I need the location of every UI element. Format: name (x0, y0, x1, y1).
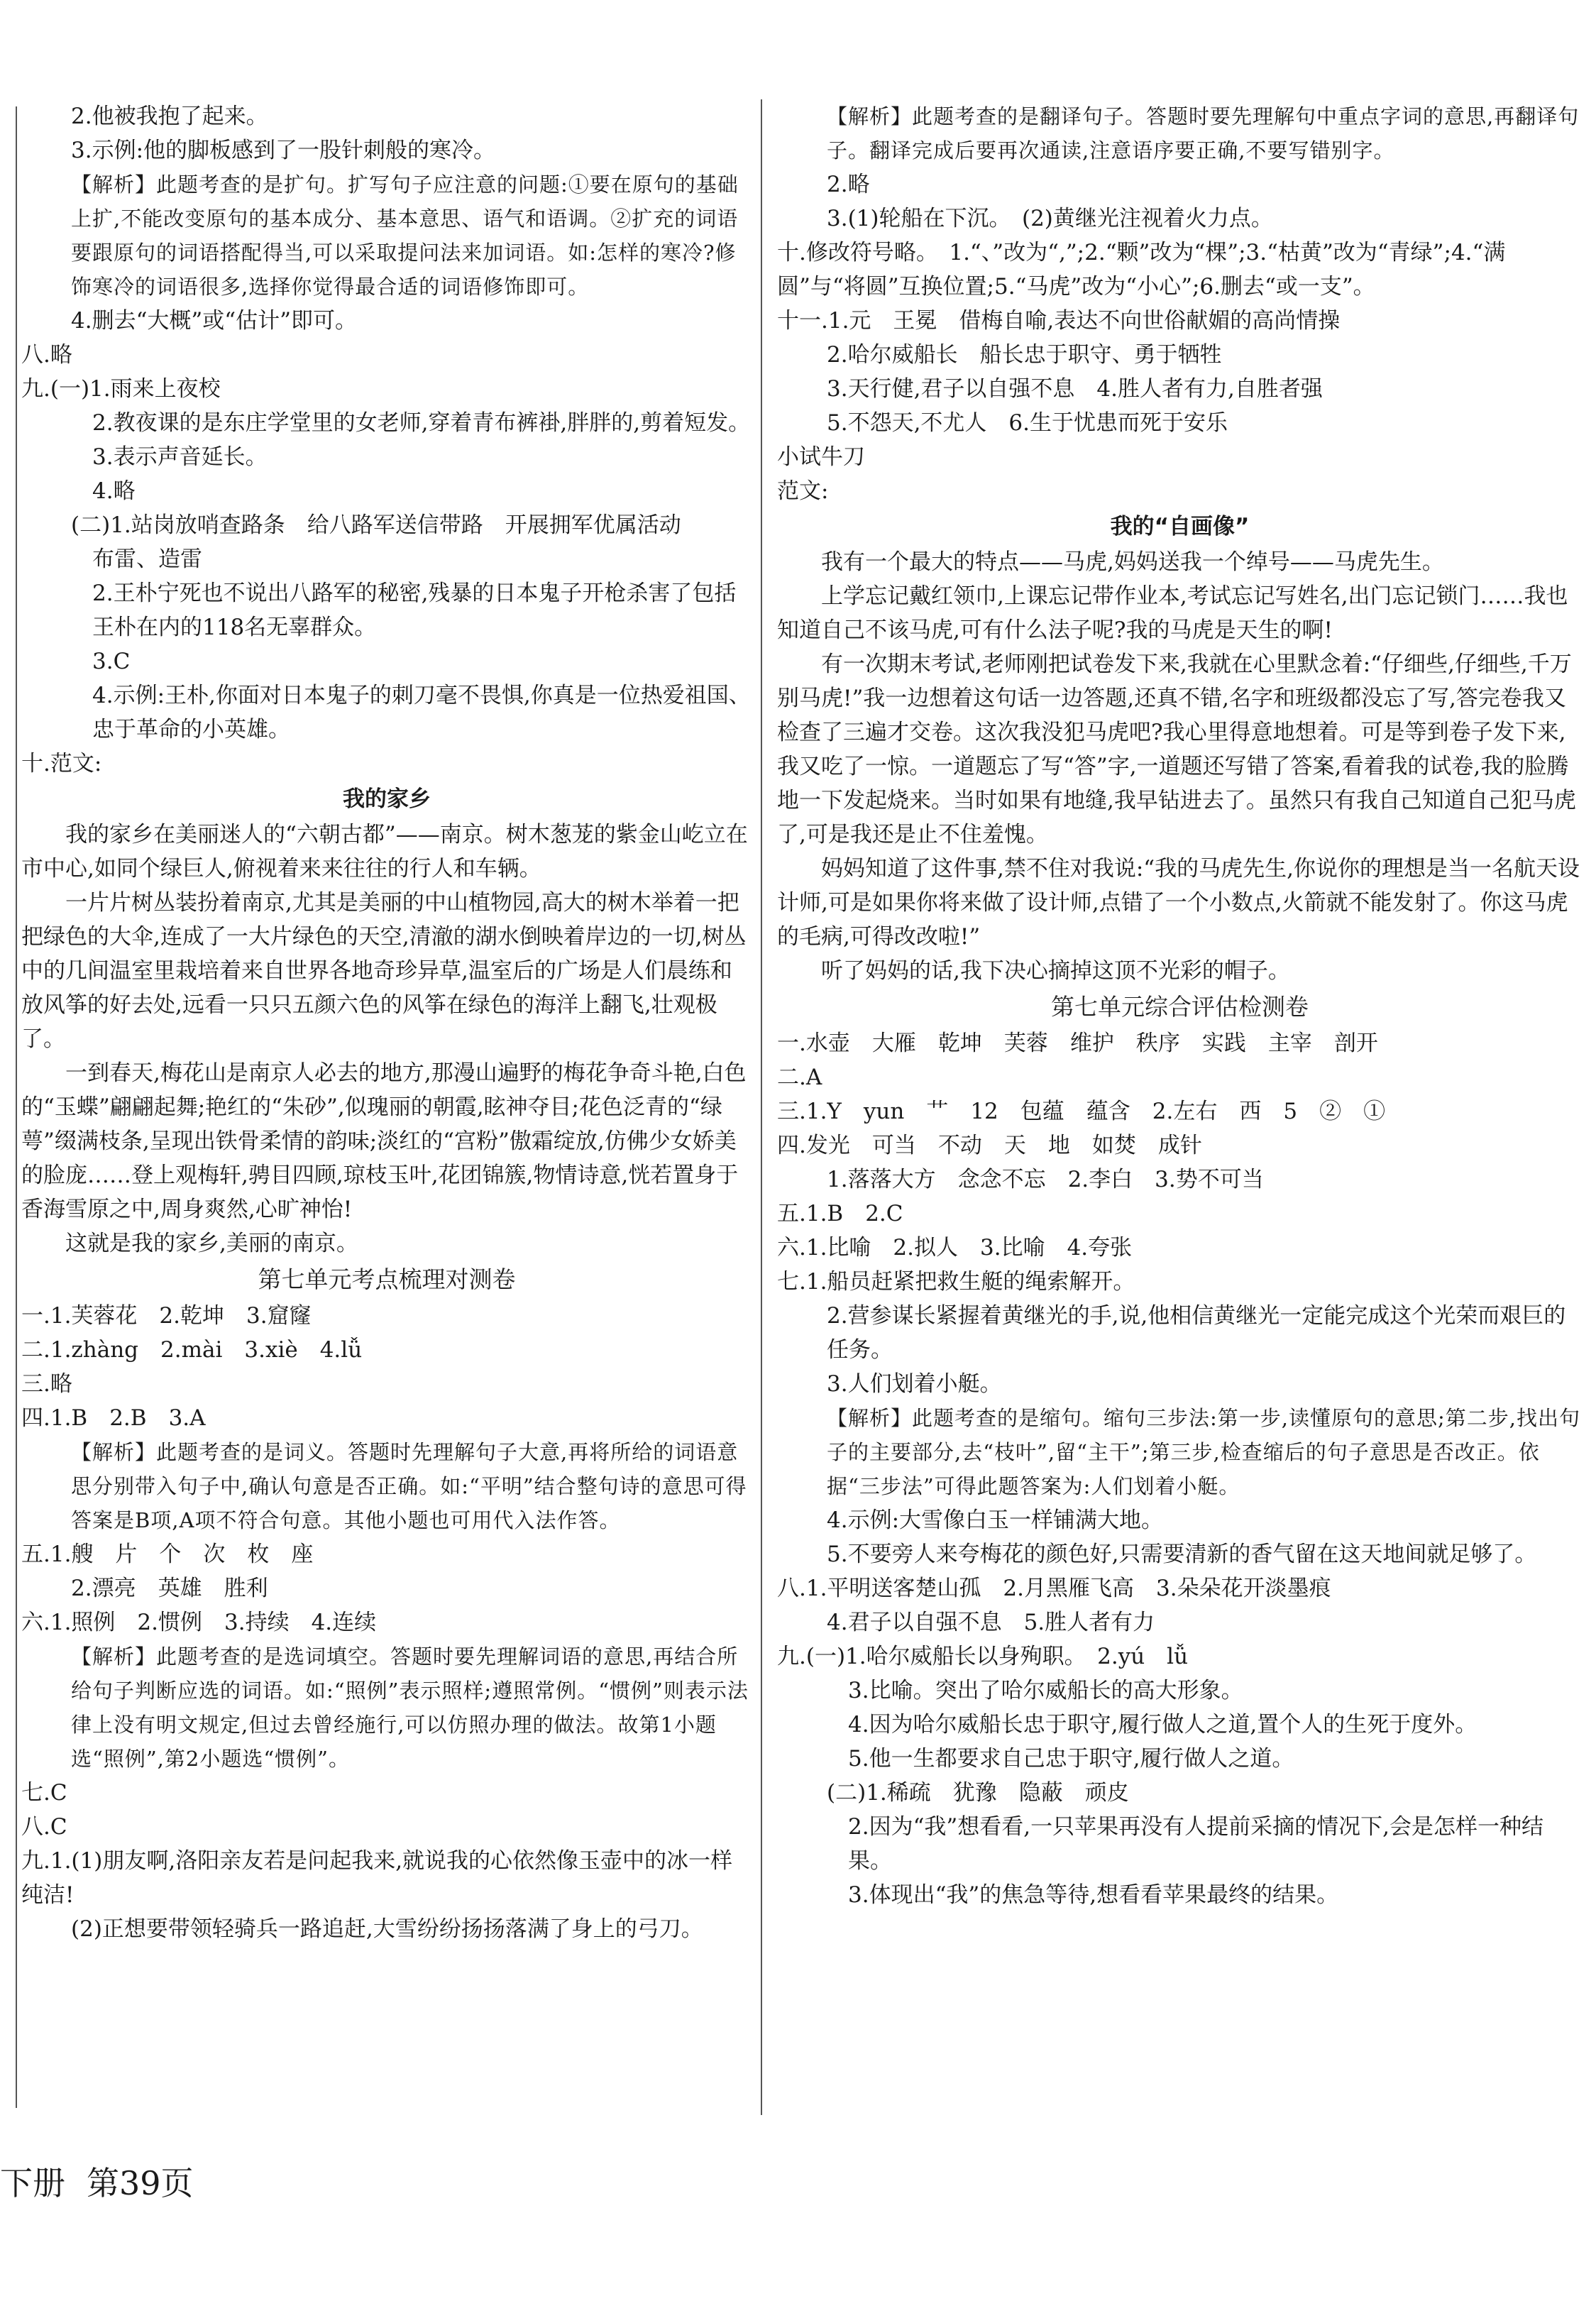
answer-line: 九.(一)1.雨来上夜校 (21, 376, 221, 402)
answer-line: 小试牛刀 (777, 444, 865, 470)
answer-line: 4.因为哈尔威船长忠于职守,履行做人之道,置个人的生死于度外。 (848, 1712, 1477, 1737)
answer-line: 4.删去“大概”或“估计”即可。 (71, 308, 357, 334)
analysis-note: 【解析】此题考查的是选词填空。答题时要先理解词语的意思,再结合所给句子判断应选的词语。如:“照例”表示照样;遵照常例。“惯例”则表示法律上没有明文规定,但过去曾经施行,可以仿照办理的做法。故第1小题选“照例”,第2小题选“惯例”。 (71, 1644, 749, 1771)
essay-paragraph: 我的家乡在美丽迷人的“六朝古都”——南京。树木葱茏的紫金山屹立在市中心,如同个绿巨人,俯视着来来往往的行人和车辆。 (21, 822, 748, 882)
essay-paragraph: 妈妈知道了这件事,禁不住对我说:“我的马虎先生,你说你的理想是当一名航天设计师,可是如果你将来做了设计师,点错了一个小数点,火箭就不能发射了。你这马虎的毛病,可得改改啦!” (777, 856, 1580, 950)
essay-paragraph: 听了妈妈的话,我下决心摘掉这顶不光彩的帽子。 (821, 958, 1290, 984)
answer-line: 二.1.zhàng 2.mài 3.xiè 4.lǚ (21, 1337, 363, 1363)
answer-line: 九.(一)1.哈尔威船长以身殉职。 2.yú lǚ (777, 1644, 1189, 1669)
answer-line: 3.体现出“我”的焦急等待,想看看苹果最终的结果。 (848, 1882, 1339, 1908)
book-label: 下册 (0, 2164, 65, 2202)
section-title: 第七单元综合评估检测卷 (1051, 993, 1309, 1021)
answer-line: 五.1.B 2.C (777, 1201, 903, 1226)
answer-line: 八.C (21, 1814, 67, 1840)
answer-line: 三.1.Y yun 艹 12 包蕴 蕴含 2.左右 西 5 ② ① (777, 1099, 1386, 1124)
section-title: 第七单元考点梳理对测卷 (258, 1265, 516, 1293)
answer-line: 2.教夜课的是东庄学堂里的女老师,穿着青布裤褂,胖胖的,剪着短发。 (92, 410, 751, 436)
answer-line: 3.C (92, 649, 131, 674)
essay-paragraph: 一片片树丛装扮着南京,尤其是美丽的中山植物园,高大的树木举着一把把绿色的大伞,连成了一大片绿色的天空,清澈的湖水倒映着岸边的一切,树丛中的几间温室里栽培着来自世界各地奇珍异草,温室后的广场是人们晨练和放风筝的好去处,远看一只只五颜六色的风筝在绿色的海洋上翻飞,壮观极了。 (21, 890, 747, 1052)
answer-line: 一.水壶 大雁 乾坤 芙蓉 维护 秩序 实践 主宰 剖开 (777, 1031, 1378, 1056)
answer-line: 五.1.艘 片 个 次 枚 座 (21, 1542, 314, 1567)
answer-line: 3.比喻。突出了哈尔威船长的高大形象。 (848, 1678, 1243, 1703)
left-column (21, 99, 752, 1946)
answer-line: 5.不要旁人来夸梅花的颜色好,只需要清新的香气留在这天地间就足够了。 (827, 1542, 1537, 1567)
answer-line: 2.王朴宁死也不说出八路军的秘密,残暴的日本鬼子开枪杀害了包括王朴在内的118名无辜群众。 (92, 581, 737, 640)
essay-paragraph: 我有一个最大的特点——马虎,妈妈送我一个绰号——马虎先生。 (821, 549, 1444, 575)
answer-line: (二)1.站岗放哨查路条 给八路军送信带路 开展拥军优属活动 (71, 512, 681, 538)
essay-paragraph: 有一次期末考试,老师刚把试卷发下来,我就在心里默念着:“仔细些,仔细些,千万别马虎!”我一边想着这句话一边答题,还真不错,名字和班级都没忘了写,答完卷我又检查了三遍才交卷。这次我没犯马虎吧?我心里得意地想着。可是等到卷子发下来,我又吃了一惊。一道题忘了写“答”字,一道题还写错了答案,看着我的试卷,我的脸腾地一下发起烧来。当时如果有地缝,我早钻进去了。虽然只有我自己知道自己犯马虎了,可是我还是止不住羞愧。 (777, 652, 1576, 847)
answer-line: (二)1.稀疏 犹豫 隐蔽 顽皮 (827, 1780, 1129, 1806)
essay-title: 我的“自画像” (1110, 514, 1250, 539)
essay-paragraph: 这就是我的家乡,美丽的南京。 (65, 1231, 358, 1256)
answer-line: 2.漂亮 英雄 胜利 (71, 1576, 268, 1601)
essay-title: 我的家乡 (343, 786, 431, 812)
answer-line: 三.略 (21, 1371, 72, 1397)
answer-line: 八.1.平明送客楚山孤 2.月黑雁飞高 3.朵朵花开淡墨痕 (777, 1576, 1331, 1601)
left-margin-rule (16, 106, 17, 2108)
answer-line: 5.不怨天,不尤人 6.生于忧患而死于安乐 (827, 410, 1228, 436)
page-footer (0, 2158, 215, 2204)
answer-line: 一.1.芙蓉花 2.乾坤 3.窟窿 (21, 1303, 312, 1329)
page-number: 第39页 (87, 2164, 194, 2202)
answer-line: 八.略 (21, 342, 72, 368)
answer-line: 七.C (21, 1780, 67, 1806)
answer-line: 2.略 (827, 172, 870, 197)
answer-line: 3.(1)轮船在下沉。 (2)黄继光注视着火力点。 (827, 206, 1273, 231)
answer-line: 3.示例:他的脚板感到了一股针刺般的寒冷。 (71, 138, 496, 163)
answer-line: 六.1.照例 2.惯例 3.持续 4.连续 (21, 1610, 377, 1635)
answer-line: 2.因为“我”想看看,一只苹果再没有人提前采摘的情况下,会是怎样一种结果。 (848, 1814, 1543, 1874)
answer-line: 二.A (777, 1065, 822, 1090)
answer-line: 4.示例:王朴,你面对日本鬼子的刺刀毫不畏惧,你真是一位热爱祖国、忠于革命的小英雄。 (92, 683, 751, 742)
answer-line: 布雷、造雷 (92, 547, 202, 572)
answer-line: 2.哈尔威船长 船长忠于职守、勇于牺牲 (827, 342, 1222, 368)
analysis-note: 【解析】此题考查的是词义。答题时先理解句子大意,再将所给的词语意思分别带入句子中,确认句意是否正确。如:“平明”结合整句诗的意思可得答案是B项,A项不符合句意。其他小题也可用代入法作答。 (71, 1440, 747, 1532)
answer-line: 3.天行健,君子以自强不息 4.胜人者有力,自胜者强 (827, 376, 1323, 402)
answer-line: 四.发光 可当 不动 天 地 如焚 成针 (777, 1133, 1202, 1158)
answer-line: 九.1.(1)朋友啊,洛阳亲友若是问起我来,就说我的心依然像玉壶中的冰一样纯洁! (21, 1848, 733, 1908)
answer-line: 5.他一生都要求自己忠于职守,履行做人之道。 (848, 1746, 1294, 1772)
answer-line: 十一.1.元 王冕 借梅自喻,表达不向世俗献媚的高尚情操 (777, 308, 1341, 334)
answer-line: 1.落落大方 念念不忘 2.李白 3.势不可当 (827, 1167, 1264, 1192)
essay-paragraph: 一到春天,梅花山是南京人必去的地方,那漫山遍野的梅花争奇斗艳,白色的“玉蝶”翩翩起舞;艳红的“朱砂”,似瑰丽的朝霞,眩神夺目;花色泛青的“绿萼”缀满枝条,呈现出铁骨柔情的韵味;淡红的“宫粉”傲霜绽放,仿佛少女娇美的脸庞……登上观梅轩,骋目四顾,琼枝玉叶,花团锦簇,物情诗意,恍若置身于香海雪原之中,周身爽然,心旷神怡! (21, 1060, 747, 1222)
answer-line: 范文: (777, 478, 829, 504)
answer-line: 3.表示声音延长。 (92, 444, 268, 470)
answer-line: 四.1.B 2.B 3.A (21, 1405, 206, 1431)
answer-line: 4.略 (92, 478, 136, 504)
column-divider (761, 99, 762, 2115)
answer-line: 2.他被我抱了起来。 (71, 104, 268, 129)
answer-line: 4.君子以自强不息 5.胜人者有力 (827, 1610, 1155, 1635)
analysis-note: 【解析】此题考查的是缩句。缩句三步法:第一步,读懂原句的意思;第二步,找出句子的主要部分,去“枝叶”,留“主干”;第三步,检查缩后的句子意思是否改正。依据“三步法”可得此题答案为:人们划着小艇。 (827, 1406, 1580, 1498)
essay-paragraph: 上学忘记戴红领巾,上课忘记带作业本,考试忘记写姓名,出门忘记锁门……我也知道自己不该马虎,可有什么法子呢?我的马虎是天生的啊! (777, 583, 1568, 643)
answer-line: 六.1.比喻 2.拟人 3.比喻 4.夸张 (777, 1235, 1133, 1261)
answer-line: 2.营参谋长紧握着黄继光的手,说,他相信黄继光一定能完成这个光荣而艰巨的任务。 (827, 1303, 1566, 1363)
answer-line: 3.人们划着小艇。 (827, 1371, 1002, 1397)
right-column (777, 99, 1583, 1912)
answer-line: 十.范文: (21, 751, 102, 776)
analysis-note: 【解析】此题考查的是扩句。扩写句子应注意的问题:①要在原句的基础上扩,不能改变原句的基本成分、基本意思、语气和语调。②扩充的词语要跟原句的词语搭配得当,可以采取提问法来加词语。如:怎样的寒冷?修饰寒冷的词语很多,选择你觉得最合适的词语修饰即可。 (71, 172, 739, 299)
analysis-note: 【解析】此题考查的是翻译句子。答题时要先理解句中重点字词的意思,再翻译句子。翻译完成后要再次通读,注意语序要正确,不要写错别字。 (827, 104, 1580, 163)
answer-line: (2)正想要带领轻骑兵一路追赶,大雪纷纷扬扬落满了身上的弓刀。 (71, 1916, 703, 1942)
answer-line: 十.修改符号略。 1.“、”改为“,”;2.“颗”改为“棵”;3.“枯黄”改为“青绿”;4.“满圆”与“将圆”互换位置;5.“马虎”改为“小心”;6.删去“或一支”。 (777, 240, 1506, 300)
answer-line: 七.1.船员赶紧把救生艇的绳索解开。 (777, 1269, 1135, 1295)
answer-line: 4.示例:大雪像白玉一样铺满大地。 (827, 1508, 1164, 1533)
